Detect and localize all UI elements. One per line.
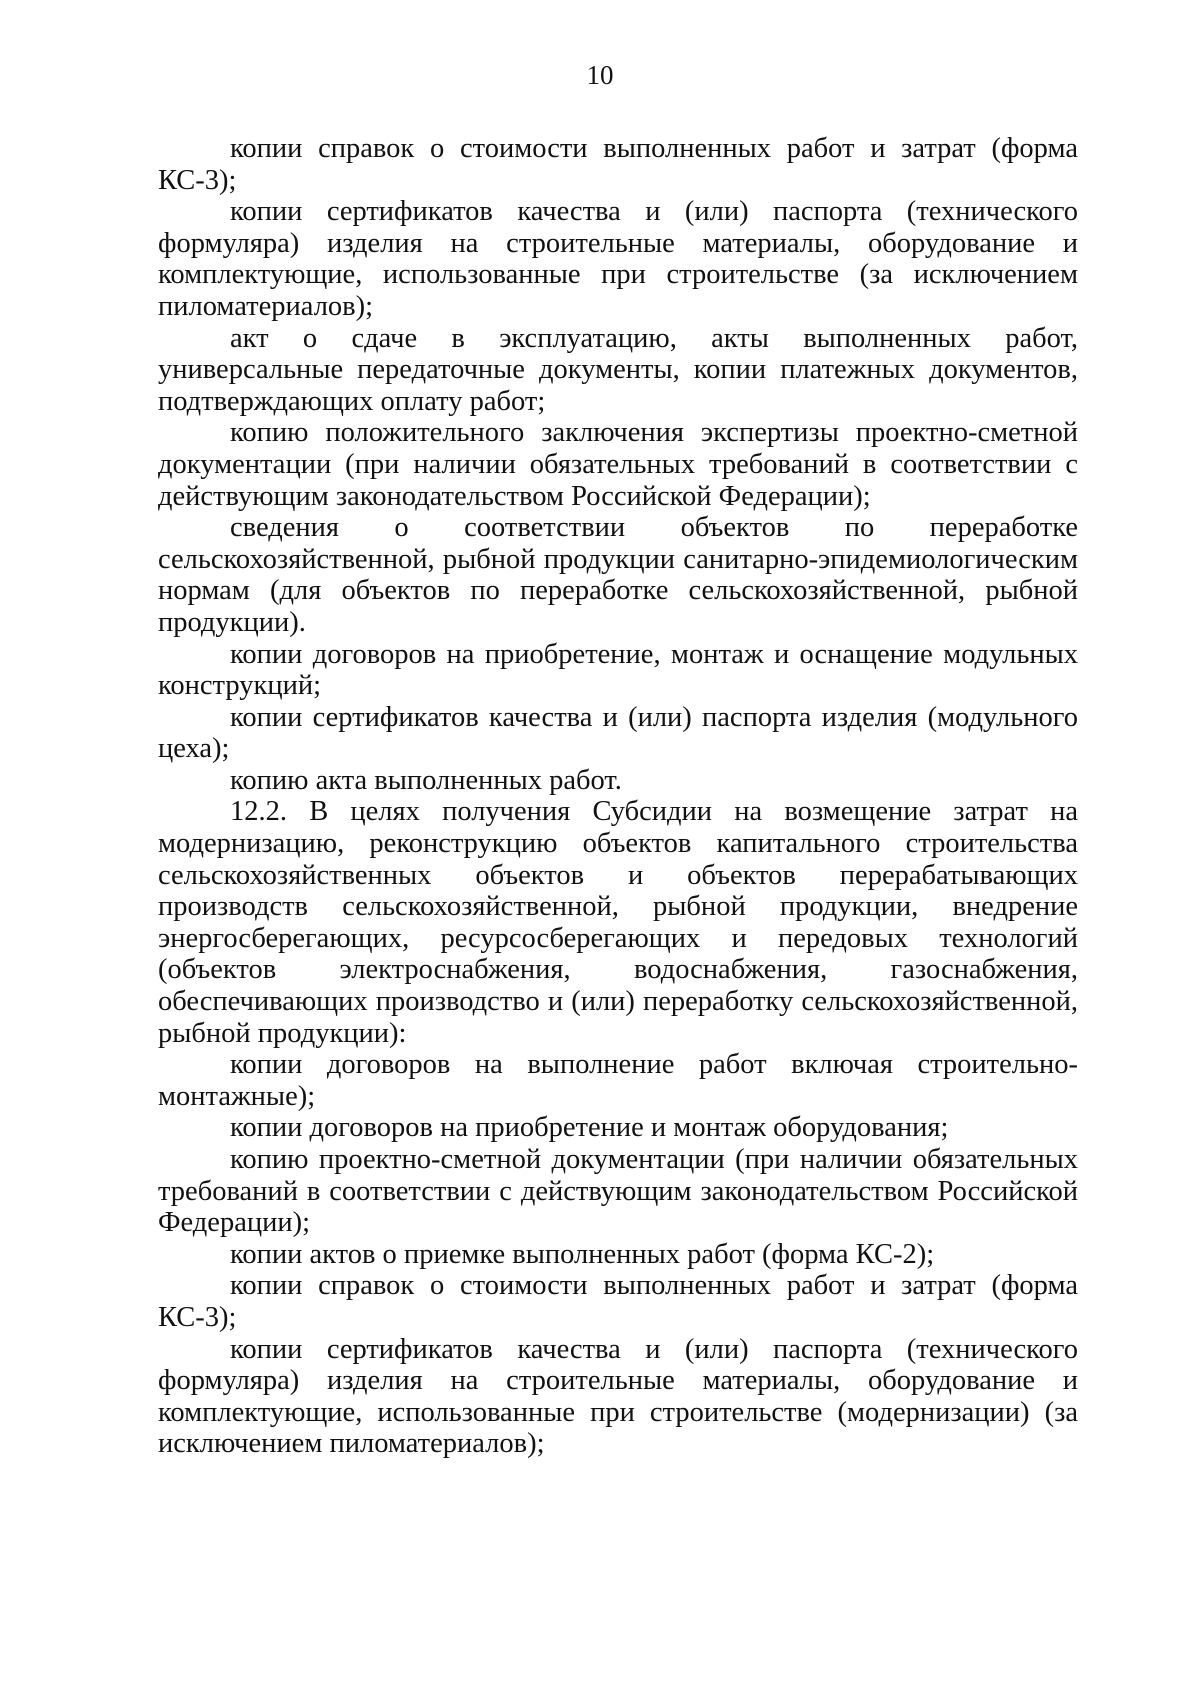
paragraph-works-act: копию акта выполненных работ. [230, 764, 622, 796]
paragraph-commissioning-act: акт о сдаче в эксплуатацию, акты выполненных работ, универсальные передаточные документы, копии платежных документов, подтверждающих оплату работ; [158, 322, 1078, 417]
paragraph-modular-contracts: копии договоров на приобретение, монтаж и оснащение модульных конструкций; [158, 638, 1078, 702]
paragraph-modular-certificates: копии сертификатов качества и (или) паспорта изделия (модульного цеха); [158, 701, 1078, 765]
paragraph-ks3-copies-second: копии справок о стоимости выполненных работ и затрат (форма КС-3); [158, 1270, 1078, 1333]
paragraph-ks3-copies: копии справок о стоимости выполненных работ и затрат (форма КС-3); [158, 133, 1078, 196]
paragraph-design-documentation: копию проектно-сметной документации (при наличии обязательных требований в соответствии с действующим законодательством Российской Федерации); [158, 1144, 1078, 1239]
paragraph-quality-certificates: копии сертификатов качества и (или) паспорта (технического формуляра) изделия на строительные материалы, оборудование и комплектующие, использованные при строительстве (за исключением пиломатериалов); [158, 196, 1078, 322]
paragraph-ks2-acts: копии актов о приемке выполненных работ (форма КС-2); [230, 1238, 935, 1270]
paragraph-sanitary-compliance: сведения о соответствии объектов по переработке сельскохозяйственной, рыбной продукции санитарно-эпидемиологическим нормам (для объектов по переработке сельскохозяйственной, рыбной продукции). [158, 512, 1078, 638]
paragraph-expertise-conclusion: копию положительного заключения экспертизы проектно-сметной документации (при наличии обязательных требований в соответствии с действующим законодательством Российской Федерации); [158, 417, 1078, 512]
paragraph-works-contracts: копии договоров на выполнение работ включая строительно-монтажные); [158, 1049, 1078, 1112]
paragraph-equipment-contracts: копии договоров на приобретение и монтаж оборудования; [230, 1112, 949, 1144]
document-body [158, 133, 1078, 1460]
paragraph-quality-certificates-second: копии сертификатов качества и (или) паспорта (технического формуляра) изделия на строительные материалы, оборудование и комплектующие, использованные при строительстве (модернизации) (за исключением пиломатериалов); [158, 1333, 1078, 1460]
paragraph-section-12-2: 12.2. В целях получения Субсидии на возмещение затрат на модернизацию, реконструкцию объектов капитального строительства сельскохозяйственных объектов и объектов перерабатывающих производств сельскохозяйственной, рыбной продукции, внедрение энергосберегающих, ресурсосберегающих и передовых технологий (объектов электроснабжения, водоснабжения, газоснабжения, обеспечивающих производство и (или) переработку сельскохозяйственной, рыбной продукции): [158, 796, 1078, 1049]
page-number: 10 [586, 60, 614, 90]
